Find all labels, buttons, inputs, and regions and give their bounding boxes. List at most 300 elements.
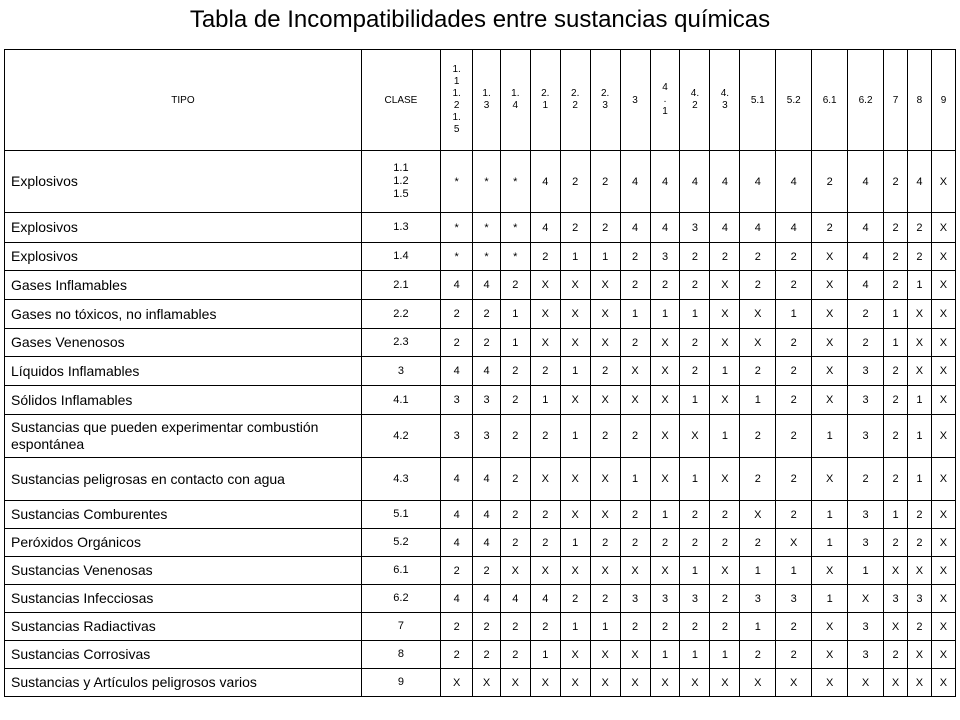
cell-value: 2 bbox=[907, 213, 931, 243]
row-clase: 4.2 bbox=[361, 415, 440, 458]
table-row bbox=[5, 458, 956, 501]
cell-value: X bbox=[650, 357, 680, 386]
cell-value: 1 bbox=[680, 557, 710, 585]
row-clase: 7 bbox=[361, 613, 440, 641]
cell-value: 2 bbox=[680, 501, 710, 529]
cell-value: 2 bbox=[812, 213, 848, 243]
cell-value: 2 bbox=[473, 557, 501, 585]
cell-value: 4 bbox=[440, 501, 472, 529]
cell-value: 4 bbox=[473, 529, 501, 557]
row-tipo: Peróxidos Orgánicos bbox=[5, 529, 362, 557]
cell-value: X bbox=[812, 300, 848, 329]
cell-value: * bbox=[500, 151, 530, 213]
cell-value: X bbox=[848, 585, 884, 613]
cell-value: 1 bbox=[680, 386, 710, 415]
cell-value: 2 bbox=[500, 415, 530, 458]
cell-value: 1 bbox=[650, 300, 680, 329]
cell-value: 2 bbox=[590, 151, 620, 213]
cell-value: 4 bbox=[473, 271, 501, 300]
cell-value: 2 bbox=[620, 529, 650, 557]
cell-value: 3 bbox=[650, 243, 680, 271]
cell-value: 4 bbox=[530, 151, 560, 213]
cell-value: X bbox=[776, 669, 812, 697]
cell-value: 2 bbox=[473, 329, 501, 357]
cell-value: 1 bbox=[884, 300, 908, 329]
cell-value: * bbox=[500, 213, 530, 243]
cell-value: 2 bbox=[680, 529, 710, 557]
row-clase: 4.3 bbox=[361, 458, 440, 501]
cell-value: X bbox=[740, 669, 776, 697]
cell-value: X bbox=[590, 641, 620, 669]
header-tipo: TIPO bbox=[5, 50, 362, 151]
cell-value: 1 bbox=[884, 329, 908, 357]
cell-value: 2 bbox=[473, 641, 501, 669]
cell-value: 2 bbox=[620, 415, 650, 458]
cell-value: X bbox=[907, 357, 931, 386]
cell-value: X bbox=[590, 329, 620, 357]
cell-value: 2 bbox=[440, 300, 472, 329]
cell-value: 2 bbox=[620, 329, 650, 357]
cell-value: 2 bbox=[907, 529, 931, 557]
cell-value: X bbox=[590, 271, 620, 300]
cell-value: 3 bbox=[473, 386, 501, 415]
cell-value: * bbox=[473, 151, 501, 213]
cell-value: 1 bbox=[680, 458, 710, 501]
cell-value: 1 bbox=[884, 501, 908, 529]
row-tipo: Gases no tóxicos, no inflamables bbox=[5, 300, 362, 329]
cell-value: 2 bbox=[440, 613, 472, 641]
cell-value: 1 bbox=[650, 641, 680, 669]
cell-value: X bbox=[931, 271, 955, 300]
cell-value: 2 bbox=[884, 243, 908, 271]
table-row bbox=[5, 151, 956, 213]
cell-value: X bbox=[590, 458, 620, 501]
cell-value: X bbox=[812, 357, 848, 386]
cell-value: 3 bbox=[440, 415, 472, 458]
cell-value: X bbox=[650, 557, 680, 585]
cell-value: X bbox=[931, 501, 955, 529]
cell-value: * bbox=[440, 151, 472, 213]
cell-value: 1 bbox=[620, 300, 650, 329]
cell-value: 2 bbox=[440, 641, 472, 669]
cell-value: X bbox=[848, 669, 884, 697]
cell-value: X bbox=[931, 613, 955, 641]
cell-value: 2 bbox=[884, 151, 908, 213]
row-tipo: Sustancias Comburentes bbox=[5, 501, 362, 529]
cell-value: 1 bbox=[500, 300, 530, 329]
cell-value: 4 bbox=[620, 213, 650, 243]
cell-value: 2 bbox=[500, 271, 530, 300]
cell-value: 4 bbox=[650, 213, 680, 243]
cell-value: 3 bbox=[740, 585, 776, 613]
header-clase: CLASE bbox=[361, 50, 440, 151]
cell-value: * bbox=[440, 213, 472, 243]
cell-value: 1 bbox=[560, 243, 590, 271]
cell-value: 2 bbox=[500, 386, 530, 415]
cell-value: X bbox=[907, 669, 931, 697]
cell-value: X bbox=[931, 669, 955, 697]
row-tipo: Sustancias y Artículos peligrosos varios bbox=[5, 669, 362, 697]
cell-value: X bbox=[650, 329, 680, 357]
cell-value: 4 bbox=[440, 529, 472, 557]
cell-value: 2 bbox=[884, 357, 908, 386]
cell-value: X bbox=[931, 641, 955, 669]
cell-value: X bbox=[560, 458, 590, 501]
table-row bbox=[5, 641, 956, 669]
cell-value: X bbox=[710, 271, 740, 300]
cell-value: X bbox=[776, 529, 812, 557]
cell-value: 2 bbox=[530, 529, 560, 557]
cell-value: X bbox=[680, 669, 710, 697]
cell-value: X bbox=[500, 669, 530, 697]
table-header-row bbox=[5, 50, 956, 151]
table-row bbox=[5, 415, 956, 458]
cell-value: X bbox=[560, 329, 590, 357]
cell-value: 1 bbox=[620, 458, 650, 501]
row-tipo: Sustancias que pueden experimentar combustión espontánea bbox=[5, 415, 362, 458]
page-title: Tabla de Incompatibilidades entre sustancias químicas bbox=[189, 6, 771, 33]
row-clase: 1.1 1.2 1.5 bbox=[361, 151, 440, 213]
cell-value: X bbox=[560, 386, 590, 415]
cell-value: X bbox=[530, 557, 560, 585]
cell-value: X bbox=[884, 669, 908, 697]
cell-value: X bbox=[740, 329, 776, 357]
row-tipo: Explosivos bbox=[5, 243, 362, 271]
cell-value: X bbox=[812, 557, 848, 585]
cell-value: X bbox=[560, 669, 590, 697]
cell-value: 1 bbox=[530, 641, 560, 669]
cell-value: 1 bbox=[812, 415, 848, 458]
header-class-13: 6.2 bbox=[848, 50, 884, 151]
cell-value: 2 bbox=[812, 151, 848, 213]
cell-value: X bbox=[812, 458, 848, 501]
row-tipo: Sustancias Radiactivas bbox=[5, 613, 362, 641]
cell-value: 2 bbox=[710, 243, 740, 271]
cell-value: 2 bbox=[590, 357, 620, 386]
row-clase: 5.2 bbox=[361, 529, 440, 557]
cell-value: 2 bbox=[590, 585, 620, 613]
cell-value: 4 bbox=[740, 213, 776, 243]
cell-value: X bbox=[530, 458, 560, 501]
cell-value: 4 bbox=[500, 585, 530, 613]
cell-value: 2 bbox=[590, 213, 620, 243]
cell-value: 1 bbox=[710, 357, 740, 386]
cell-value: 3 bbox=[680, 585, 710, 613]
header-class-3: 2. 1 bbox=[530, 50, 560, 151]
table-row bbox=[5, 243, 956, 271]
cell-value: 1 bbox=[500, 329, 530, 357]
cell-value: 1 bbox=[560, 529, 590, 557]
cell-value: 2 bbox=[500, 613, 530, 641]
cell-value: X bbox=[907, 329, 931, 357]
cell-value: X bbox=[907, 300, 931, 329]
cell-value: X bbox=[620, 557, 650, 585]
cell-value: 4 bbox=[440, 271, 472, 300]
cell-value: X bbox=[931, 386, 955, 415]
incompatibility-table bbox=[4, 49, 956, 697]
row-clase: 6.1 bbox=[361, 557, 440, 585]
cell-value: X bbox=[931, 529, 955, 557]
cell-value: 2 bbox=[884, 458, 908, 501]
cell-value: X bbox=[812, 386, 848, 415]
cell-value: 2 bbox=[884, 213, 908, 243]
cell-value: X bbox=[710, 386, 740, 415]
header-class-7: 4 . 1 bbox=[650, 50, 680, 151]
row-tipo: Sustancias Infecciosas bbox=[5, 585, 362, 613]
row-clase: 1.4 bbox=[361, 243, 440, 271]
cell-value: X bbox=[680, 415, 710, 458]
cell-value: 2 bbox=[500, 529, 530, 557]
cell-value: 2 bbox=[776, 613, 812, 641]
row-tipo: Explosivos bbox=[5, 213, 362, 243]
cell-value: X bbox=[590, 669, 620, 697]
cell-value: 2 bbox=[650, 529, 680, 557]
header-class-4: 2. 2 bbox=[560, 50, 590, 151]
cell-value: X bbox=[931, 300, 955, 329]
cell-value: 4 bbox=[440, 585, 472, 613]
cell-value: * bbox=[473, 243, 501, 271]
cell-value: 2 bbox=[776, 357, 812, 386]
cell-value: 1 bbox=[560, 415, 590, 458]
cell-value: 1 bbox=[650, 501, 680, 529]
cell-value: 2 bbox=[740, 529, 776, 557]
row-clase: 2.2 bbox=[361, 300, 440, 329]
cell-value: 2 bbox=[560, 585, 590, 613]
cell-value: X bbox=[812, 613, 848, 641]
cell-value: 1 bbox=[530, 386, 560, 415]
cell-value: X bbox=[710, 557, 740, 585]
cell-value: X bbox=[530, 300, 560, 329]
cell-value: 3 bbox=[776, 585, 812, 613]
cell-value: 1 bbox=[740, 557, 776, 585]
cell-value: X bbox=[620, 669, 650, 697]
header-class-15: 8 bbox=[907, 50, 931, 151]
cell-value: X bbox=[931, 585, 955, 613]
header-class-11: 5.2 bbox=[776, 50, 812, 151]
table-row bbox=[5, 329, 956, 357]
cell-value: 2 bbox=[620, 613, 650, 641]
cell-value: 2 bbox=[907, 243, 931, 271]
cell-value: 2 bbox=[620, 271, 650, 300]
cell-value: 3 bbox=[907, 585, 931, 613]
cell-value: 2 bbox=[620, 243, 650, 271]
cell-value: X bbox=[931, 557, 955, 585]
cell-value: 2 bbox=[907, 613, 931, 641]
cell-value: 4 bbox=[680, 151, 710, 213]
cell-value: 4 bbox=[530, 585, 560, 613]
cell-value: 2 bbox=[530, 501, 560, 529]
cell-value: 4 bbox=[907, 151, 931, 213]
cell-value: 2 bbox=[680, 329, 710, 357]
table-row bbox=[5, 271, 956, 300]
row-clase: 6.2 bbox=[361, 585, 440, 613]
header-class-1: 1. 3 bbox=[473, 50, 501, 151]
header-class-8: 4. 2 bbox=[680, 50, 710, 151]
cell-value: 4 bbox=[650, 151, 680, 213]
row-clase: 5.1 bbox=[361, 501, 440, 529]
cell-value: 2 bbox=[776, 271, 812, 300]
cell-value: 1 bbox=[590, 243, 620, 271]
cell-value: 2 bbox=[884, 386, 908, 415]
cell-value: 2 bbox=[776, 329, 812, 357]
cell-value: X bbox=[560, 641, 590, 669]
cell-value: X bbox=[620, 386, 650, 415]
cell-value: X bbox=[650, 669, 680, 697]
cell-value: 2 bbox=[884, 641, 908, 669]
row-tipo: Líquidos Inflamables bbox=[5, 357, 362, 386]
cell-value: X bbox=[650, 458, 680, 501]
table-row bbox=[5, 585, 956, 613]
cell-value: 2 bbox=[776, 415, 812, 458]
cell-value: 1 bbox=[680, 641, 710, 669]
cell-value: 2 bbox=[848, 329, 884, 357]
table-row bbox=[5, 613, 956, 641]
cell-value: 1 bbox=[710, 641, 740, 669]
cell-value: 2 bbox=[740, 357, 776, 386]
cell-value: X bbox=[560, 501, 590, 529]
cell-value: 4 bbox=[710, 213, 740, 243]
cell-value: X bbox=[812, 271, 848, 300]
row-clase: 4.1 bbox=[361, 386, 440, 415]
cell-value: 2 bbox=[776, 243, 812, 271]
cell-value: X bbox=[907, 557, 931, 585]
cell-value: 2 bbox=[530, 613, 560, 641]
cell-value: 2 bbox=[650, 271, 680, 300]
cell-value: 2 bbox=[776, 386, 812, 415]
cell-value: 4 bbox=[530, 213, 560, 243]
cell-value: 2 bbox=[848, 300, 884, 329]
table-row bbox=[5, 213, 956, 243]
cell-value: 3 bbox=[848, 415, 884, 458]
cell-value: 1 bbox=[560, 613, 590, 641]
table-row bbox=[5, 501, 956, 529]
cell-value: X bbox=[740, 501, 776, 529]
cell-value: * bbox=[500, 243, 530, 271]
cell-value: X bbox=[590, 386, 620, 415]
cell-value: 2 bbox=[500, 357, 530, 386]
cell-value: 2 bbox=[740, 415, 776, 458]
cell-value: 1 bbox=[812, 529, 848, 557]
row-clase: 3 bbox=[361, 357, 440, 386]
header-class-9: 4. 3 bbox=[710, 50, 740, 151]
cell-value: 2 bbox=[710, 501, 740, 529]
cell-value: X bbox=[812, 243, 848, 271]
cell-value: X bbox=[473, 669, 501, 697]
cell-value: 2 bbox=[680, 613, 710, 641]
row-clase: 8 bbox=[361, 641, 440, 669]
cell-value: X bbox=[710, 458, 740, 501]
cell-value: 3 bbox=[848, 501, 884, 529]
row-tipo: Sólidos Inflamables bbox=[5, 386, 362, 415]
cell-value: 2 bbox=[530, 357, 560, 386]
cell-value: X bbox=[530, 329, 560, 357]
cell-value: X bbox=[884, 613, 908, 641]
cell-value: 3 bbox=[884, 585, 908, 613]
cell-value: 2 bbox=[884, 529, 908, 557]
cell-value: 2 bbox=[848, 458, 884, 501]
header-class-16: 9 bbox=[931, 50, 955, 151]
cell-value: 4 bbox=[473, 501, 501, 529]
row-tipo: Explosivos bbox=[5, 151, 362, 213]
cell-value: 2 bbox=[740, 243, 776, 271]
cell-value: X bbox=[590, 501, 620, 529]
cell-value: X bbox=[740, 300, 776, 329]
cell-value: X bbox=[560, 300, 590, 329]
cell-value: 2 bbox=[776, 458, 812, 501]
cell-value: X bbox=[530, 271, 560, 300]
cell-value: 3 bbox=[650, 585, 680, 613]
cell-value: 2 bbox=[530, 415, 560, 458]
header-class-0: 1. 1 1. 2 1. 5 bbox=[440, 50, 472, 151]
cell-value: 1 bbox=[907, 415, 931, 458]
cell-value: 3 bbox=[848, 641, 884, 669]
cell-value: 4 bbox=[473, 458, 501, 501]
cell-value: X bbox=[931, 329, 955, 357]
row-clase: 2.1 bbox=[361, 271, 440, 300]
cell-value: 2 bbox=[680, 243, 710, 271]
cell-value: 2 bbox=[884, 271, 908, 300]
row-tipo: Sustancias peligrosas en contacto con agua bbox=[5, 458, 362, 501]
table-row bbox=[5, 357, 956, 386]
cell-value: 1 bbox=[776, 557, 812, 585]
cell-value: 1 bbox=[776, 300, 812, 329]
cell-value: 4 bbox=[710, 151, 740, 213]
cell-value: X bbox=[884, 557, 908, 585]
cell-value: 2 bbox=[680, 271, 710, 300]
header-class-14: 7 bbox=[884, 50, 908, 151]
cell-value: 2 bbox=[776, 501, 812, 529]
cell-value: X bbox=[931, 213, 955, 243]
cell-value: 1 bbox=[680, 300, 710, 329]
cell-value: 4 bbox=[848, 213, 884, 243]
cell-value: 2 bbox=[710, 585, 740, 613]
cell-value: X bbox=[650, 415, 680, 458]
cell-value: * bbox=[473, 213, 501, 243]
cell-value: X bbox=[931, 458, 955, 501]
cell-value: 1 bbox=[812, 585, 848, 613]
cell-value: 4 bbox=[473, 357, 501, 386]
cell-value: 2 bbox=[740, 271, 776, 300]
cell-value: X bbox=[931, 151, 955, 213]
cell-value: X bbox=[931, 243, 955, 271]
cell-value: X bbox=[710, 669, 740, 697]
cell-value: 1 bbox=[812, 501, 848, 529]
row-tipo: Sustancias Corrosivas bbox=[5, 641, 362, 669]
cell-value: 4 bbox=[440, 357, 472, 386]
cell-value: 4 bbox=[848, 151, 884, 213]
cell-value: 4 bbox=[848, 243, 884, 271]
cell-value: 2 bbox=[440, 557, 472, 585]
cell-value: X bbox=[907, 641, 931, 669]
cell-value: 2 bbox=[440, 329, 472, 357]
header-class-2: 1. 4 bbox=[500, 50, 530, 151]
cell-value: 3 bbox=[440, 386, 472, 415]
cell-value: 2 bbox=[530, 243, 560, 271]
cell-value: 2 bbox=[680, 357, 710, 386]
cell-value: 4 bbox=[740, 151, 776, 213]
cell-value: 2 bbox=[590, 529, 620, 557]
cell-value: 4 bbox=[620, 151, 650, 213]
cell-value: 2 bbox=[620, 501, 650, 529]
cell-value: X bbox=[710, 329, 740, 357]
cell-value: 3 bbox=[848, 386, 884, 415]
header-class-6: 3 bbox=[620, 50, 650, 151]
cell-value: X bbox=[560, 557, 590, 585]
cell-value: X bbox=[650, 386, 680, 415]
cell-value: 2 bbox=[560, 213, 590, 243]
cell-value: X bbox=[620, 641, 650, 669]
row-tipo: Gases Inflamables bbox=[5, 271, 362, 300]
